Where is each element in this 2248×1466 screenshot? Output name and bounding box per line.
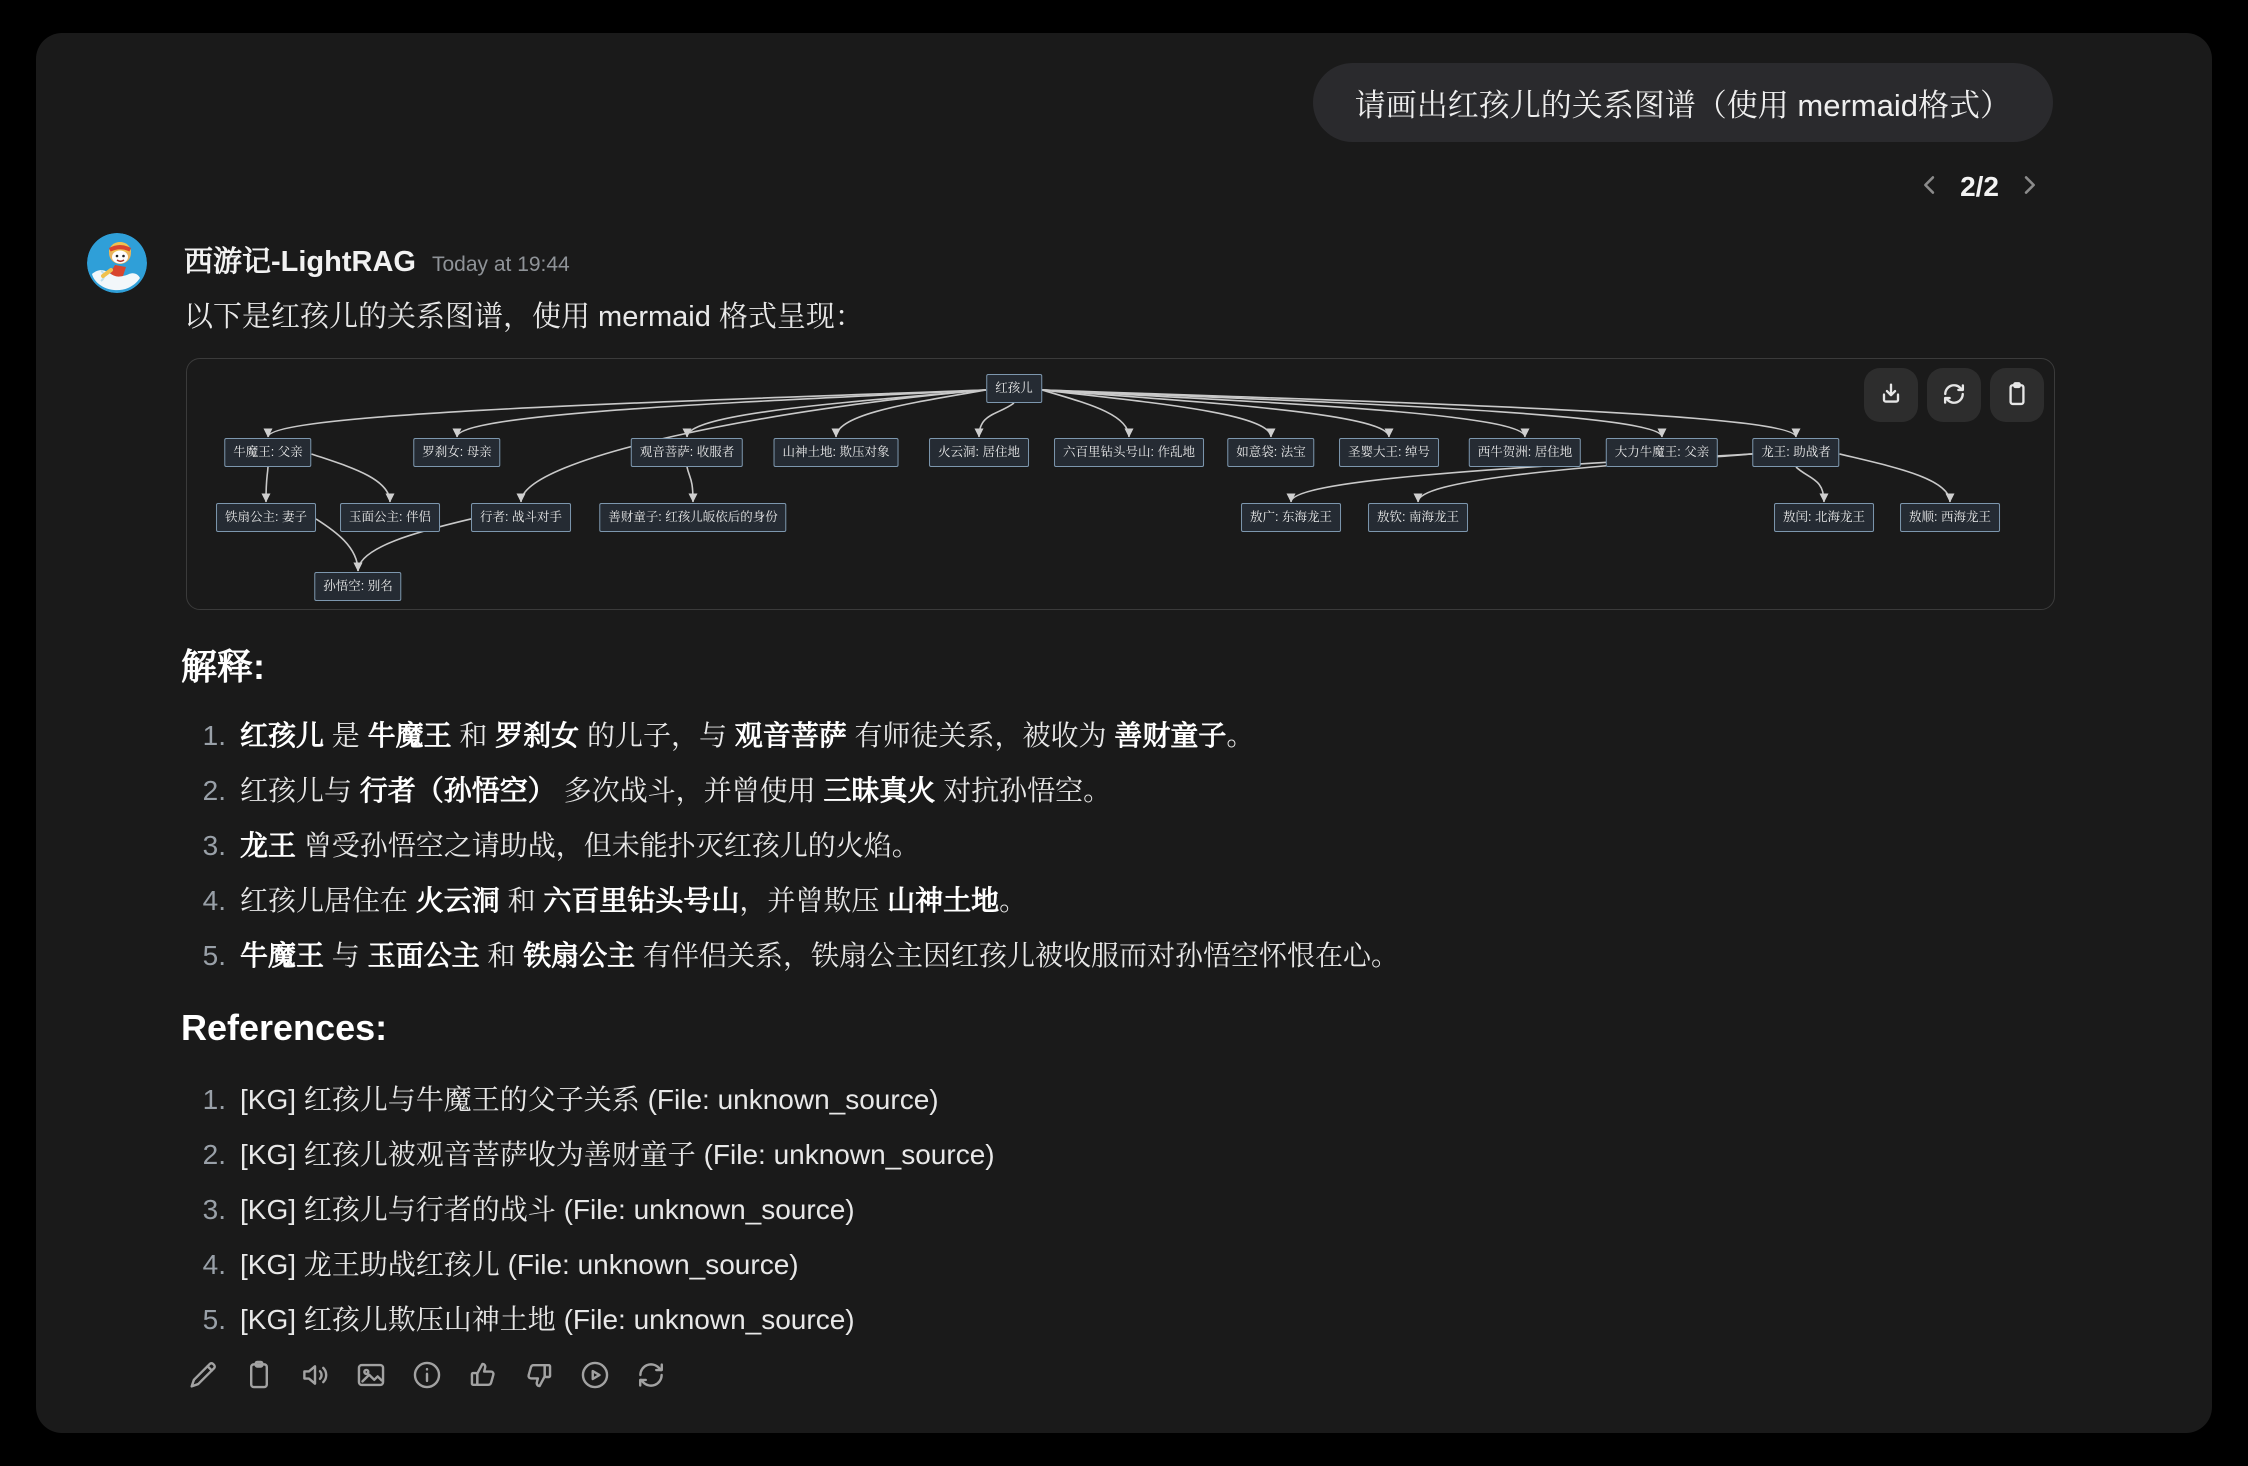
- explanation-item: [186, 716, 1399, 756]
- diagram-node-hong: 红孩儿: [986, 374, 1042, 403]
- reference-item-text: [KG] 红孩儿与行者的战斗 (File: unknown_source): [240, 1194, 855, 1225]
- like-icon: [466, 1358, 500, 1395]
- diagram-node-xiniu: 西牛贺洲: 居住地: [1469, 438, 1581, 467]
- explanation-item-text: 牛魔王 与 玉面公主 和 铁扇公主 有伴侣关系，铁扇公主因红孩儿被收服而对孙悟空怀恨在心。: [240, 940, 1399, 971]
- diagram-download-button[interactable]: [1864, 368, 1918, 422]
- explanation-list: [186, 716, 1399, 991]
- explanation-item: [186, 881, 1399, 921]
- copy-button[interactable]: [242, 1359, 276, 1393]
- explanation-item: [186, 771, 1399, 811]
- list-number: 3.: [202, 1194, 226, 1225]
- speaker-icon: [298, 1358, 332, 1395]
- reference-item-text: [KG] 红孩儿被观音菩萨收为善财童子 (File: unknown_source): [240, 1139, 995, 1170]
- diagram-node-aoguang: 敖广: 东海龙王: [1241, 503, 1341, 532]
- list-number: 1.: [202, 720, 226, 751]
- user-message-text: 请画出红孩儿的关系图谱（使用 mermaid格式）: [1354, 88, 2011, 123]
- clipboard-icon: [242, 1358, 276, 1395]
- list-number: 3.: [202, 830, 226, 861]
- info-icon: [410, 1358, 444, 1395]
- list-number: 1.: [202, 1084, 226, 1115]
- reference-item: [186, 1245, 995, 1285]
- list-number: 2.: [202, 1139, 226, 1170]
- diagram-node-sunwukong: 孙悟空: 别名: [314, 572, 401, 601]
- next-page-button[interactable]: [2014, 172, 2044, 202]
- diagram-node-longwang: 龙王: 助战者: [1752, 438, 1839, 467]
- diagram-node-tieshan: 铁扇公主: 妻子: [216, 503, 316, 532]
- message-timestamp: Today at 19:44: [431, 253, 570, 276]
- explanation-item: [186, 936, 1399, 976]
- reference-item-text: [KG] 龙王助战红孩儿 (File: unknown_source): [240, 1249, 799, 1280]
- play-icon: [578, 1358, 612, 1395]
- chevron-left-icon: [1916, 171, 1944, 204]
- list-number: 5.: [202, 1304, 226, 1335]
- diagram-node-guanyin: 观音菩萨: 收服者: [631, 438, 743, 467]
- sync-icon: [1940, 380, 1968, 411]
- explanation-item-text: 红孩儿居住在 火云洞 和 六百里钻头号山，并曾欺压 山神土地。: [240, 885, 1028, 916]
- mermaid-diagram-card: [186, 358, 2055, 610]
- edit-button[interactable]: [186, 1359, 220, 1393]
- reference-item-text: [KG] 红孩儿欺压山神土地 (File: unknown_source): [240, 1304, 855, 1335]
- diagram-node-xingzhe: 行者: 战斗对手: [471, 503, 571, 532]
- sync-icon: [634, 1358, 668, 1395]
- reference-item: [186, 1300, 995, 1340]
- assistant-name: 西游记-LightRAG: [184, 246, 416, 278]
- reference-item: [186, 1080, 995, 1120]
- diagram-refresh-button[interactable]: [1927, 368, 1981, 422]
- explanation-heading: 解释:: [181, 646, 265, 687]
- diagram-node-aoqin: 敖钦: 南海龙王: [1368, 503, 1468, 532]
- diagram-node-huoyun: 火云洞: 居住地: [929, 438, 1029, 467]
- chevron-right-icon: [2015, 171, 2043, 204]
- regenerate-button[interactable]: [634, 1359, 668, 1393]
- explanation-item: [186, 826, 1399, 866]
- references-list: [186, 1080, 995, 1355]
- list-number: 4.: [202, 1249, 226, 1280]
- diagram-node-shengying: 圣婴大王: 绰号: [1339, 438, 1439, 467]
- diagram-edges: [187, 359, 2052, 607]
- clipboard-icon: [2003, 380, 2031, 411]
- user-message-bubble: [1313, 63, 2053, 142]
- play-button[interactable]: [578, 1359, 612, 1393]
- info-button[interactable]: [410, 1359, 444, 1393]
- image-icon: [354, 1358, 388, 1395]
- assistant-header: [184, 239, 570, 280]
- page-indicator: 2/2: [1960, 171, 1999, 202]
- diagram-node-yumian: 玉面公主: 伴侣: [340, 503, 440, 532]
- diagram-node-aoshun: 敖顺: 西海龙王: [1900, 503, 2000, 532]
- dislike-icon: [522, 1358, 556, 1395]
- diagram-node-shanshen: 山神土地: 欺压对象: [774, 438, 899, 467]
- monkey-king-avatar-icon: [87, 233, 147, 293]
- reference-item-text: [KG] 红孩儿与牛魔王的父子关系 (File: unknown_source): [240, 1084, 939, 1115]
- read-aloud-button[interactable]: [298, 1359, 332, 1393]
- diagram-toolbar: [1864, 368, 2044, 422]
- list-number: 2.: [202, 775, 226, 806]
- list-number: 4.: [202, 885, 226, 916]
- reference-item: [186, 1190, 995, 1230]
- diagram-node-niu: 牛魔王: 父亲: [224, 438, 311, 467]
- chat-window: [36, 33, 2212, 1433]
- export-image-button[interactable]: [354, 1359, 388, 1393]
- diagram-node-ruyidai: 如意袋: 法宝: [1227, 438, 1314, 467]
- assistant-avatar: [87, 233, 147, 293]
- diagram-copy-button[interactable]: [1990, 368, 2044, 422]
- explanation-item-text: 红孩儿 是 牛魔王 和 罗刹女 的儿子，与 观音菩萨 有师徒关系，被收为 善财童子。: [240, 720, 1255, 751]
- dislike-button[interactable]: [522, 1359, 556, 1393]
- download-icon: [1877, 380, 1905, 411]
- prev-page-button[interactable]: [1915, 172, 1945, 202]
- explanation-item-text: 红孩儿与 行者（孙悟空） 多次战斗，并曾使用 三昧真火 对抗孙悟空。: [240, 775, 1112, 806]
- list-number: 5.: [202, 940, 226, 971]
- assistant-intro-text: 以下是红孩儿的关系图谱，使用 mermaid 格式呈现：: [184, 301, 864, 333]
- diagram-node-shancai: 善财童子: 红孩儿皈依后的身份: [599, 503, 786, 532]
- like-button[interactable]: [466, 1359, 500, 1393]
- diagram-node-luo: 罗刹女: 母亲: [413, 438, 500, 467]
- diagram-node-liubaili: 六百里钻头号山: 作乱地: [1054, 438, 1204, 467]
- explanation-item-text: 龙王 曾受孙悟空之请助战，但未能扑灭红孩儿的火焰。: [240, 830, 920, 861]
- message-toolbar: [186, 1359, 668, 1393]
- references-heading: References:: [181, 1007, 388, 1048]
- edit-icon: [186, 1358, 220, 1395]
- diagram-node-dali: 大力牛魔王: 父亲: [1606, 438, 1718, 467]
- reference-item: [186, 1135, 995, 1175]
- diagram-node-aorun: 敖闰: 北海龙王: [1774, 503, 1874, 532]
- response-pagination: [1915, 171, 2044, 203]
